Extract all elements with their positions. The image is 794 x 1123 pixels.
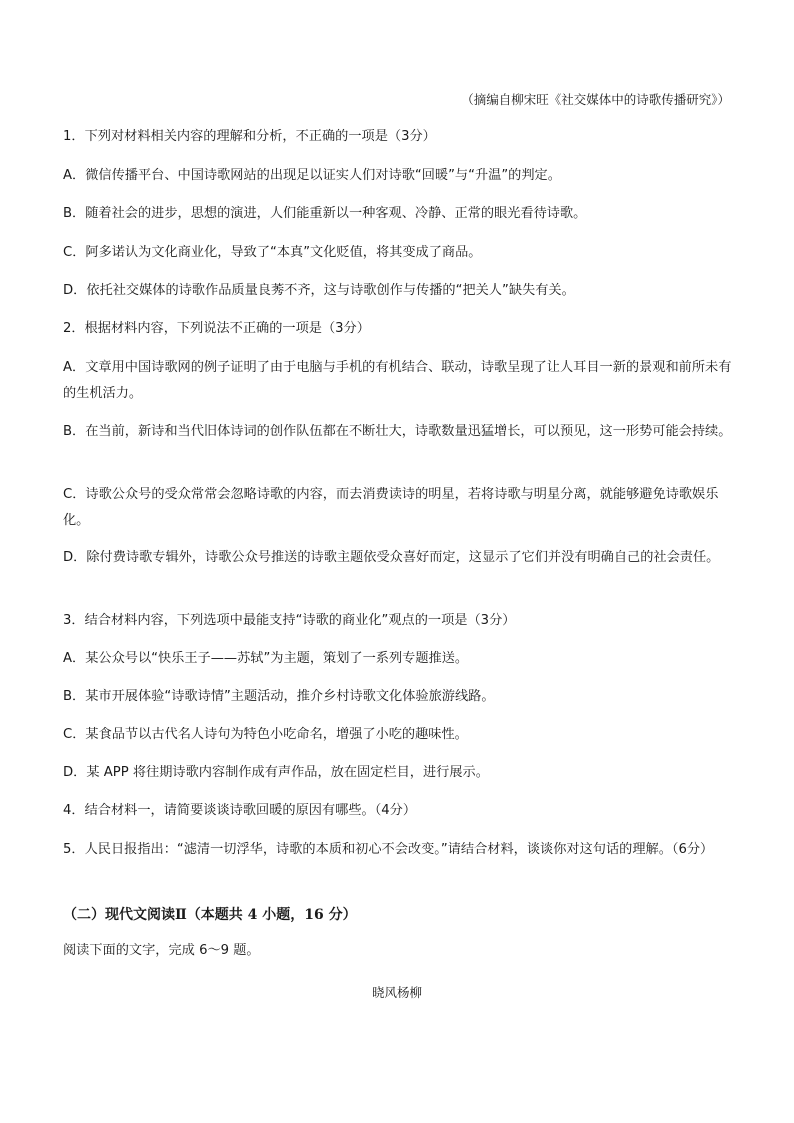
- question-1-stem: 1．下列对材料相关内容的理解和分析，不正确的一项是（3分）: [63, 129, 436, 144]
- question-3-stem: 3．结合材料内容，下列选项中最能支持“诗歌的商业化”观点的一项是（3分）: [63, 613, 516, 628]
- question-1-option-d: D．依托社交媒体的诗歌作品质量良莠不齐，这与诗歌创作与传播的“把关人”缺失有关。: [63, 283, 575, 298]
- question-2-stem: 2．根据材料内容，下列说法不正确的一项是（3分）: [63, 321, 370, 336]
- question-4: 4．结合材料一，请简要谈谈诗歌回暖的原因有哪些。（4分）: [63, 803, 417, 818]
- question-5: 5．人民日报指出：“滤清一切浮华，诗歌的本质和初心不会改变。”请结合材料，谈谈你对这句话的理解。（6分）: [63, 842, 714, 857]
- reading-instruction: 阅读下面的文字，完成 6～9 题。: [63, 943, 260, 958]
- source-citation: （摘编自柳宋旺《社交媒体中的诗歌传播研究》）: [461, 92, 730, 107]
- question-3-option-b: B．某市开展体验“诗歌诗情”主题活动，推介乡村诗歌文化体验旅游线路。: [63, 689, 495, 704]
- question-2-option-c: C．诗歌公众号的受众常常会忽略诗歌的内容，而去消费读诗的明星，若将诗歌与明星分离，就能够避免诗歌娱乐化。: [63, 487, 719, 528]
- question-1-option-a: A．微信传播平台、中国诗歌网站的出现足以证实人们对诗歌“回暖”与“升温”的判定。: [63, 168, 561, 183]
- question-3-option-a: A．某公众号以“快乐王子——苏轼”为主题，策划了一系列专题推送。: [63, 651, 469, 666]
- question-1-option-c: C．阿多诺认为文化商业化，导致了“本真”文化贬值，将其变成了商品。: [63, 245, 482, 260]
- question-2-option-d: D．除付费诗歌专辑外，诗歌公众号推送的诗歌主题依受众喜好而定，这显示了它们并没有明确自己的社会责任。: [63, 550, 720, 565]
- question-3-option-c: C．某食品节以古代名人诗句为特色小吃命名，增强了小吃的趣味性。: [63, 727, 468, 742]
- question-3-option-d: D．某 APP 将往期诗歌内容制作成有声作品，放在固定栏目，进行展示。: [63, 765, 489, 780]
- section-heading: （二）现代文阅读Ⅱ（本题共 4 小题，16 分）: [63, 907, 357, 923]
- question-2-option-b: B．在当前，新诗和当代旧体诗词的创作队伍都在不断壮大，诗歌数量迅猛增长，可以预见，这一形势可能会持续。: [63, 424, 732, 439]
- question-2-option-a: A．文章用中国诗歌网的例子证明了由于电脑与手机的有机结合、联动，诗歌呈现了让人耳目一新的景观和前所未有的生机活力。: [63, 360, 732, 401]
- passage-title: 晓风杨柳: [371, 985, 422, 1000]
- question-1-option-b: B．随着社会的进步，思想的演进，人们能重新以一种客观、冷静、正常的眼光看待诗歌。: [63, 206, 587, 221]
